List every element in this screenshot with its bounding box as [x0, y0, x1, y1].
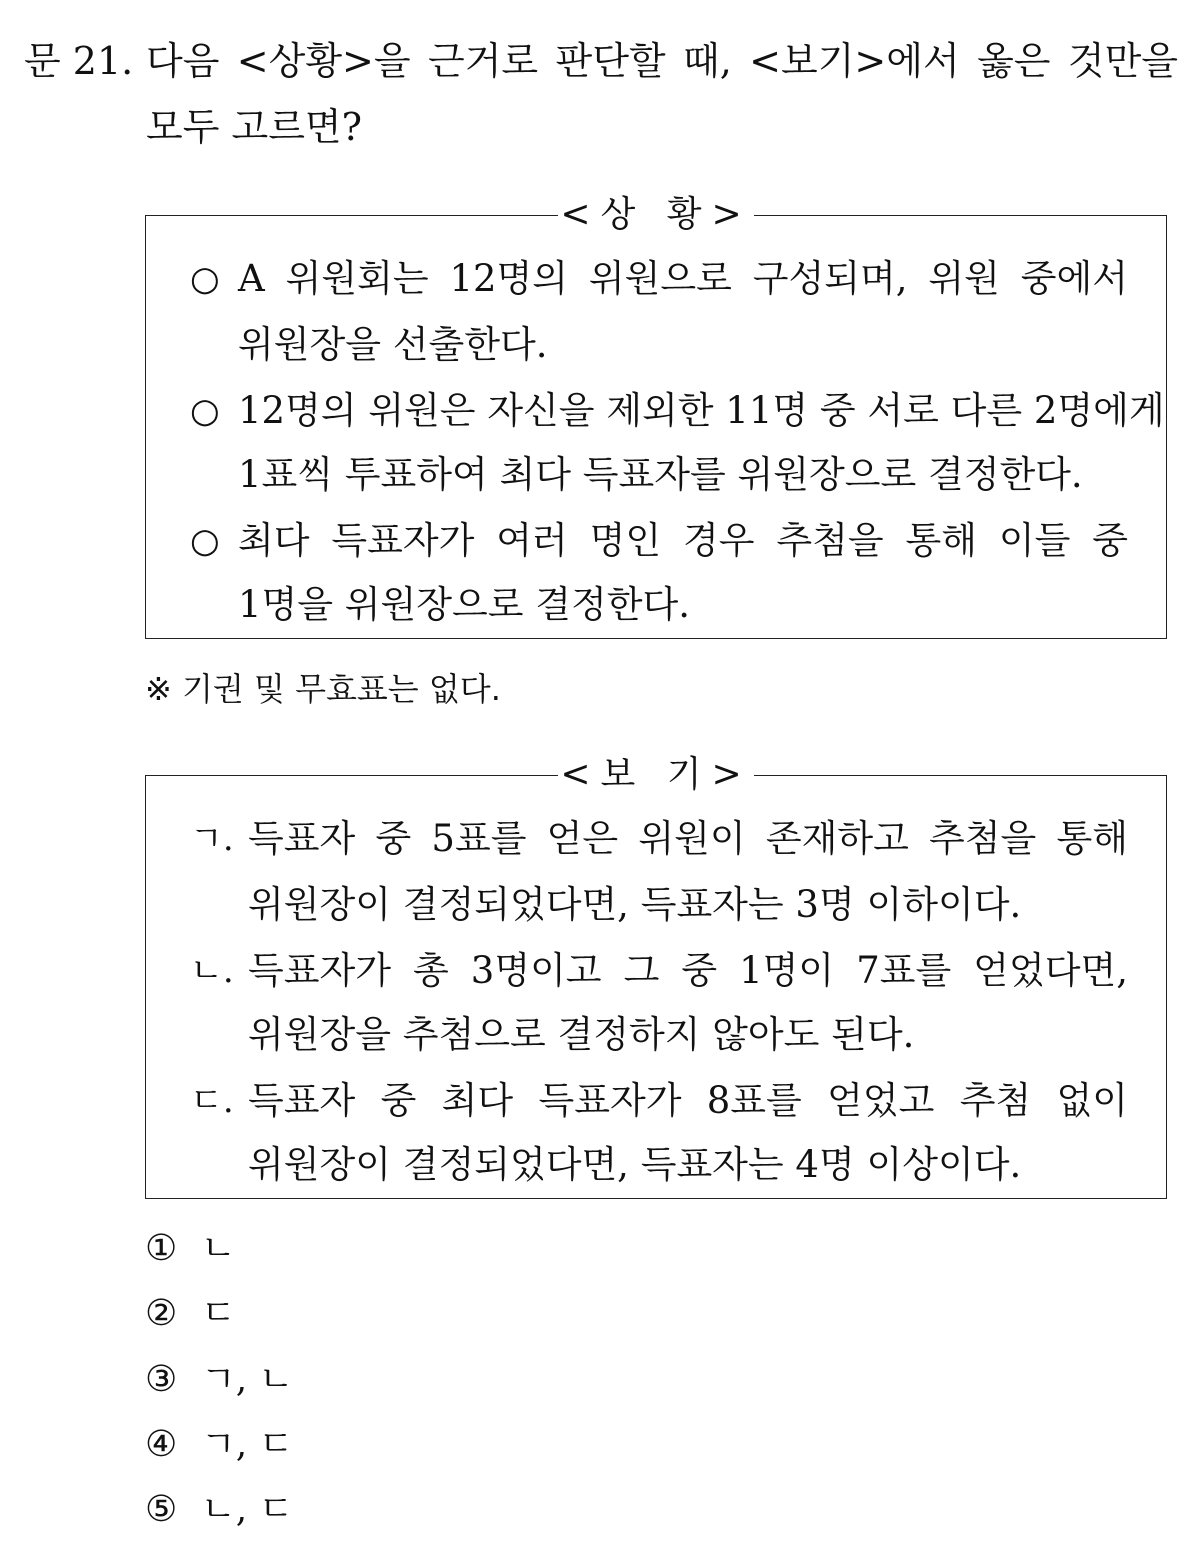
choice-3[interactable]: [145, 1357, 293, 1403]
situation-item-1-line-2: 위원장을 선출한다.: [238, 323, 548, 366]
bogi-item-2-marker: ㄴ.: [190, 951, 234, 991]
question-number: 문 21.: [24, 39, 134, 83]
choice-4[interactable]: [145, 1422, 293, 1468]
situation-item-3-line-1: 최다 득표자가 여러 명인 경우 추첨을 통해 이들 중: [238, 519, 1128, 562]
situation-item-2-line-2: 1표씩 투표하여 최다 득표자를 위원장으로 결정한다.: [238, 453, 1083, 496]
bogi-item-1-marker: ㄱ.: [190, 819, 234, 859]
choice-2-number: ②: [145, 1293, 178, 1334]
choice-4-number: ④: [145, 1424, 178, 1465]
bogi-box: [145, 754, 1167, 1199]
choice-3-text: ㄱ, ㄴ: [201, 1359, 294, 1400]
choice-5-number: ⑤: [145, 1489, 178, 1530]
choice-5-text: ㄴ, ㄷ: [201, 1489, 294, 1530]
situation-item-2-line-1: 12명의 위원은 자신을 제외한 11명 중 서로 다른 2명에게: [238, 389, 1165, 432]
choice-2-text: ㄷ: [201, 1293, 236, 1334]
bogi-item-2-line-2: 위원장을 추첨으로 결정하지 않아도 된다.: [248, 1013, 915, 1056]
bogi-item-2-line-1: 득표자가 총 3명이고 그 중 1명이 7표를 얻었다면,: [248, 949, 1128, 992]
situation-item-1-marker: ○: [190, 259, 220, 299]
question-text-line-1: 다음 <상황>을 근거로 판단할 때, <보기>에서 옳은 것만을: [146, 39, 1178, 83]
situation-title: <상 황>: [560, 194, 752, 235]
situation-box: [145, 194, 1167, 639]
bogi-item-3-marker: ㄷ.: [190, 1081, 234, 1121]
bogi-title: <보 기>: [560, 754, 752, 795]
note: ※ 기권 및 무효표는 없다.: [145, 670, 501, 708]
bogi-item-1-line-1: 득표자 중 5표를 얻은 위원이 존재하고 추첨을 통해: [248, 817, 1128, 860]
situation-item-3-marker: ○: [190, 521, 220, 561]
situation-item-1-line-1: A 위원회는 12명의 위원으로 구성되며, 위원 중에서: [238, 257, 1128, 300]
bogi-item-1-line-2: 위원장이 결정되었다면, 득표자는 3명 이하이다.: [248, 883, 1022, 926]
choice-1-text: ㄴ: [201, 1228, 236, 1269]
situation-item-2-marker: ○: [190, 391, 220, 431]
choice-2[interactable]: [145, 1291, 236, 1337]
choice-4-text: ㄱ, ㄷ: [201, 1424, 294, 1465]
question-text-line-2: 모두 고르면?: [146, 105, 362, 149]
choice-5[interactable]: [145, 1487, 293, 1533]
choice-1[interactable]: [145, 1226, 236, 1272]
bogi-item-3-line-1: 득표자 중 최다 득표자가 8표를 얻었고 추첨 없이: [248, 1079, 1128, 1122]
choice-3-number: ③: [145, 1359, 178, 1400]
bogi-item-3-line-2: 위원장이 결정되었다면, 득표자는 4명 이상이다.: [248, 1143, 1022, 1186]
choice-1-number: ①: [145, 1228, 178, 1269]
situation-item-3-line-2: 1명을 위원장으로 결정한다.: [238, 583, 690, 626]
